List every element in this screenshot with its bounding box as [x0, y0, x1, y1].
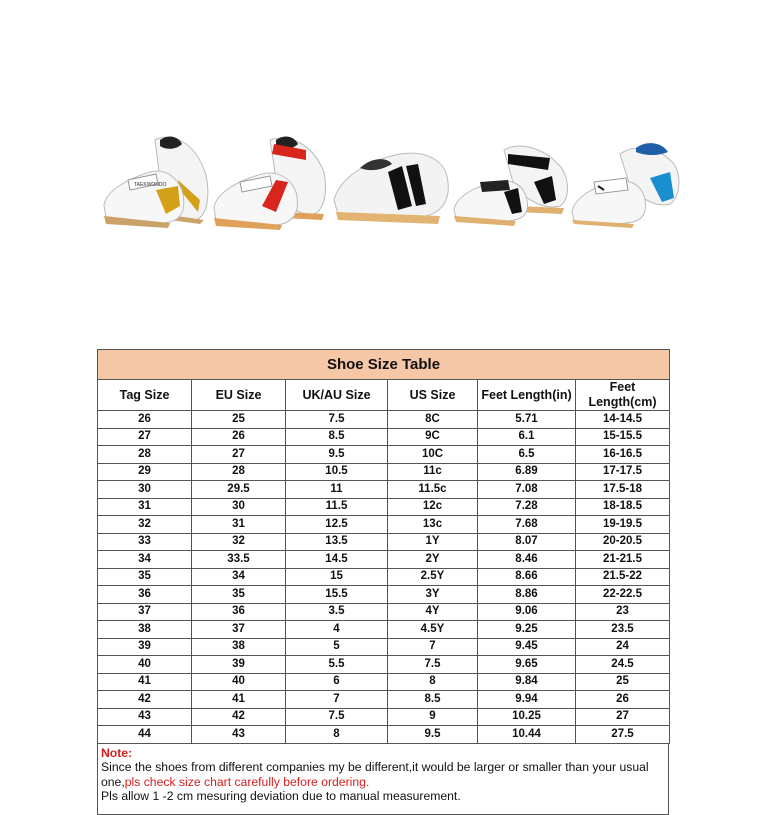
table-cell: 6 — [286, 673, 388, 691]
product-image-strip — [0, 120, 768, 240]
table-cell: 7.5 — [286, 411, 388, 429]
table-row — [98, 708, 670, 726]
table-row — [98, 586, 670, 604]
table-row — [98, 516, 670, 534]
table-cell: 25 — [192, 411, 286, 429]
table-cell: 36 — [98, 586, 192, 604]
table-cell: 32 — [192, 533, 286, 551]
svg-text:TAEKWONDO: TAEKWONDO — [134, 182, 167, 188]
table-cell: 34 — [192, 568, 286, 586]
table-row — [98, 498, 670, 516]
table-row — [98, 481, 670, 499]
table-cell: 7 — [388, 638, 478, 656]
table-cell: 3.5 — [286, 603, 388, 621]
table-cell: 10.5 — [286, 463, 388, 481]
table-row — [98, 551, 670, 569]
table-row — [98, 638, 670, 656]
table-cell: 26 — [192, 428, 286, 446]
table-cell: 8.5 — [286, 428, 388, 446]
table-cell: 8.46 — [478, 551, 576, 569]
shoe-image-black-stripe — [330, 120, 452, 230]
shoe-front — [214, 173, 297, 230]
table-cell: 43 — [192, 726, 286, 744]
table-cell: 5.5 — [286, 656, 388, 674]
table-cell: 9.5 — [388, 726, 478, 744]
column-header: EU Size — [192, 380, 286, 411]
table-cell: 17.5-18 — [576, 481, 670, 499]
table-cell: 37 — [98, 603, 192, 621]
table-cell: 34 — [98, 551, 192, 569]
table-row — [98, 656, 670, 674]
table-cell: 30 — [98, 481, 192, 499]
table-cell: 9.06 — [478, 603, 576, 621]
table-cell: 12.5 — [286, 516, 388, 534]
table-cell: 29.5 — [192, 481, 286, 499]
table-cell: 37 — [192, 621, 286, 639]
table-cell: 38 — [192, 638, 286, 656]
table-row — [98, 621, 670, 639]
table-cell: 35 — [98, 568, 192, 586]
table-cell: 6.5 — [478, 446, 576, 464]
table-cell: 31 — [192, 516, 286, 534]
table-row — [98, 673, 670, 691]
table-cell: 8.86 — [478, 586, 576, 604]
table-cell: 9.94 — [478, 691, 576, 709]
table-cell: 30 — [192, 498, 286, 516]
table-cell: 26 — [98, 411, 192, 429]
table-cell: 22-22.5 — [576, 586, 670, 604]
table-cell: 14.5 — [286, 551, 388, 569]
table-cell: 38 — [98, 621, 192, 639]
column-header: Feet Length(cm) — [576, 380, 670, 411]
table-cell: 2.5Y — [388, 568, 478, 586]
table-cell: 7.08 — [478, 481, 576, 499]
table-cell: 18-18.5 — [576, 498, 670, 516]
table-row — [98, 691, 670, 709]
table-cell: 26 — [576, 691, 670, 709]
table-cell: 15 — [286, 568, 388, 586]
table-row — [98, 533, 670, 551]
note-box — [97, 744, 669, 815]
table-cell: 9C — [388, 428, 478, 446]
table-cell: 7.5 — [388, 656, 478, 674]
table-cell: 41 — [98, 673, 192, 691]
note-line-1: Since the shoes from different companies my be different,it would be larger or smaller than your usual — [101, 760, 649, 775]
column-header: Tag Size — [98, 380, 192, 411]
table-cell: 42 — [98, 691, 192, 709]
table-body — [98, 411, 670, 744]
table-cell: 3Y — [388, 586, 478, 604]
table-row — [98, 428, 670, 446]
table-cell: 21.5-22 — [576, 568, 670, 586]
table-cell: 8C — [388, 411, 478, 429]
table-cell: 8.66 — [478, 568, 576, 586]
table-cell: 32 — [98, 516, 192, 534]
table-cell: 39 — [98, 638, 192, 656]
table-cell: 8.07 — [478, 533, 576, 551]
size-table-container — [97, 349, 669, 815]
note-line-3: Pls allow 1 -2 cm mesuring deviation due to manual measurement. — [101, 789, 461, 804]
table-cell: 10.44 — [478, 726, 576, 744]
shoe-front — [104, 171, 184, 228]
table-cell: 12c — [388, 498, 478, 516]
table-cell: 35 — [192, 586, 286, 604]
table-cell: 20-20.5 — [576, 533, 670, 551]
table-cell: 41 — [192, 691, 286, 709]
table-cell: 5 — [286, 638, 388, 656]
table-cell: 27.5 — [576, 726, 670, 744]
table-cell: 40 — [192, 673, 286, 691]
table-cell: 17-17.5 — [576, 463, 670, 481]
note-title: Note: — [101, 745, 133, 760]
table-cell: 11.5c — [388, 481, 478, 499]
table-cell: 39 — [192, 656, 286, 674]
shoe-front — [454, 180, 528, 226]
table-cell: 23 — [576, 603, 670, 621]
table-cell: 8 — [388, 673, 478, 691]
table-cell: 11c — [388, 463, 478, 481]
table-cell: 16-16.5 — [576, 446, 670, 464]
table-row — [98, 411, 670, 429]
shoe-image-blue-stripe — [570, 120, 682, 230]
shoe-image-black-strap — [452, 120, 572, 230]
table-cell: 7.5 — [286, 708, 388, 726]
table-header-row — [98, 380, 670, 411]
table-cell: 27 — [576, 708, 670, 726]
table-cell: 9.25 — [478, 621, 576, 639]
table-cell: 7 — [286, 691, 388, 709]
table-cell: 28 — [192, 463, 286, 481]
table-cell: 4Y — [388, 603, 478, 621]
table-cell: 24.5 — [576, 656, 670, 674]
table-cell: 4.5Y — [388, 621, 478, 639]
table-cell: 29 — [98, 463, 192, 481]
shoe-size-table — [97, 349, 670, 744]
table-cell: 21-21.5 — [576, 551, 670, 569]
column-header: Feet Length(in) — [478, 380, 576, 411]
table-cell: 9 — [388, 708, 478, 726]
table-cell: 1Y — [388, 533, 478, 551]
table-title: Shoe Size Table — [98, 350, 670, 380]
note-line-2 — [101, 775, 668, 790]
table-cell: 23.5 — [576, 621, 670, 639]
table-row — [98, 726, 670, 744]
table-cell: 9.65 — [478, 656, 576, 674]
table-cell: 5.71 — [478, 411, 576, 429]
table-cell: 24 — [576, 638, 670, 656]
shoe-front — [572, 178, 646, 228]
table-cell: 11.5 — [286, 498, 388, 516]
table-cell: 27 — [192, 446, 286, 464]
table-cell: 36 — [192, 603, 286, 621]
table-title-row — [98, 350, 670, 380]
shoe-image-gold — [100, 120, 212, 230]
table-cell: 9.5 — [286, 446, 388, 464]
table-cell: 31 — [98, 498, 192, 516]
note-line-2-warning: pls check size chart carefully before ordering. — [124, 774, 370, 789]
table-row — [98, 463, 670, 481]
table-cell: 10C — [388, 446, 478, 464]
table-cell: 28 — [98, 446, 192, 464]
table-cell: 9.84 — [478, 673, 576, 691]
table-cell: 4 — [286, 621, 388, 639]
table-cell: 42 — [192, 708, 286, 726]
table-cell: 43 — [98, 708, 192, 726]
table-cell: 33 — [98, 533, 192, 551]
table-cell: 13.5 — [286, 533, 388, 551]
table-cell: 9.45 — [478, 638, 576, 656]
table-cell: 14-14.5 — [576, 411, 670, 429]
table-cell: 11 — [286, 481, 388, 499]
shoe-image-red — [210, 120, 330, 230]
table-row — [98, 446, 670, 464]
table-cell: 33.5 — [192, 551, 286, 569]
table-cell: 15-15.5 — [576, 428, 670, 446]
table-cell: 13c — [388, 516, 478, 534]
table-cell: 40 — [98, 656, 192, 674]
table-cell: 25 — [576, 673, 670, 691]
table-row — [98, 603, 670, 621]
table-cell: 27 — [98, 428, 192, 446]
table-cell: 6.89 — [478, 463, 576, 481]
column-header: UK/AU Size — [286, 380, 388, 411]
table-cell: 10.25 — [478, 708, 576, 726]
table-cell: 2Y — [388, 551, 478, 569]
table-cell: 8.5 — [388, 691, 478, 709]
table-row — [98, 568, 670, 586]
table-cell: 7.68 — [478, 516, 576, 534]
table-cell: 8 — [286, 726, 388, 744]
table-cell: 19-19.5 — [576, 516, 670, 534]
table-cell: 6.1 — [478, 428, 576, 446]
table-cell: 7.28 — [478, 498, 576, 516]
column-header: US Size — [388, 380, 478, 411]
note-line-2-prefix: one, — [101, 774, 125, 789]
table-cell: 15.5 — [286, 586, 388, 604]
table-cell: 44 — [98, 726, 192, 744]
